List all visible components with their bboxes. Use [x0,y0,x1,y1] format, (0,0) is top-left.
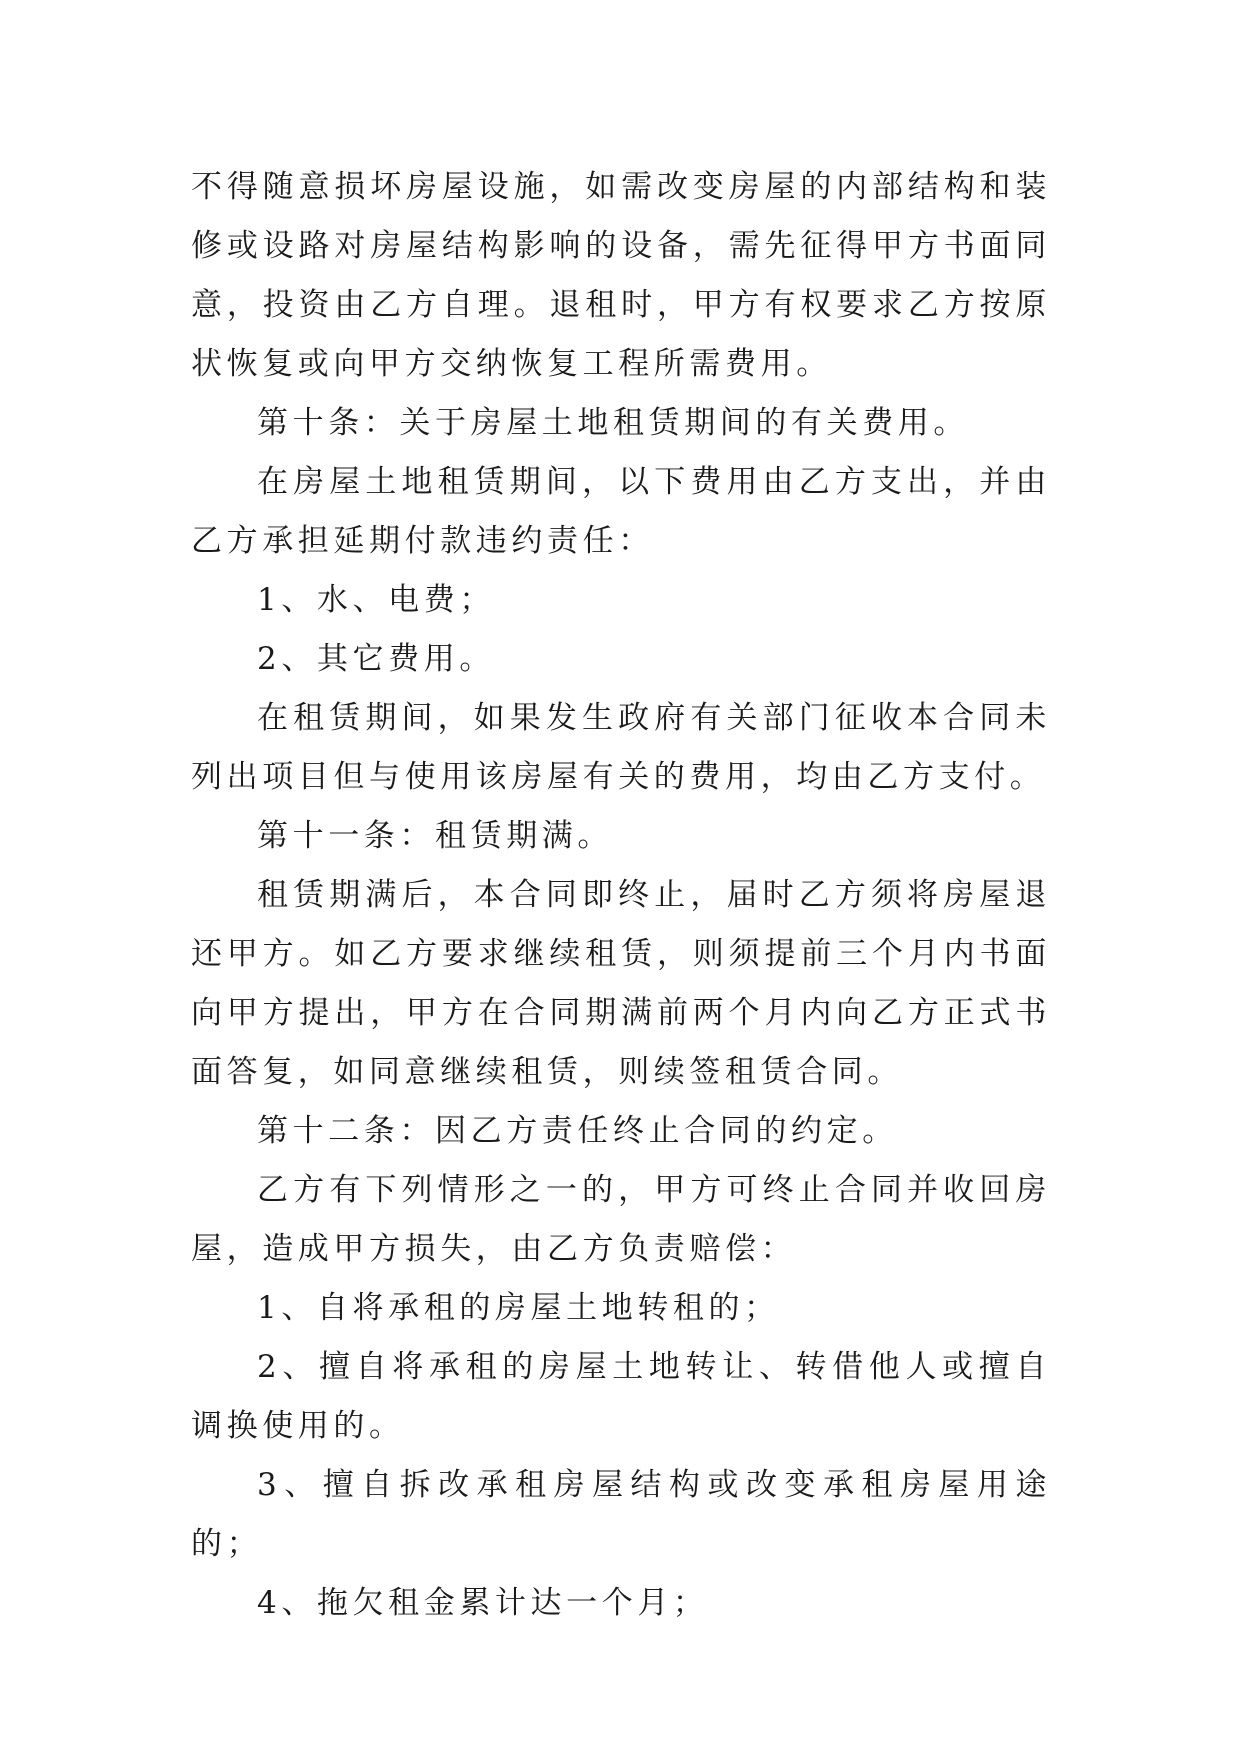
document-body [191,158,1051,1633]
paragraph-9: 乙方有下列情形之一的，甲方可终止合同并收回房屋，造成甲方损失，由乙方负责赔偿： [191,1172,1051,1267]
paragraph-1: 第十条：关于房屋土地租赁期间的有关费用。 [257,405,969,441]
paragraph-6: 第十一条：租赁期满。 [257,818,613,854]
paragraph-8: 第十二条：因乙方责任终止合同的约定。 [257,1113,898,1149]
paragraph-4: 2、其它费用。 [257,641,495,677]
paragraph-7: 租赁期满后，本合同即终止，届时乙方须将房屋退还甲方。如乙方要求继续租赁，则须提前三个月内书面向甲方提出，甲方在合同期满前两个月内向乙方正式书面答复，如同意继续租赁，则续签租赁合同。 [191,877,1051,1090]
paragraph-11: 2、擅自将承租的房屋土地转让、转借他人或擅自调换使用的。 [191,1349,1051,1444]
paragraph-5: 在租赁期间，如果发生政府有关部门征收本合同未列出项目但与使用该房屋有关的费用，均由乙方支付。 [191,700,1051,795]
paragraph-0: 不得随意损坏房屋设施，如需改变房屋的内部结构和装修或设路对房屋结构影响的设备，需先征得甲方书面同意，投资由乙方自理。退租时，甲方有权要求乙方按原状恢复或向甲方交纳恢复工程所需费用。 [191,169,1051,382]
paragraph-3: 1、水、电费； [257,582,495,618]
paragraph-10: 1、自将承租的房屋土地转租的； [257,1290,780,1326]
paragraph-13: 4、拖欠租金累计达一个月； [257,1585,709,1621]
paragraph-12: 3、擅自拆改承租房屋结构或改变承租房屋用途的； [191,1467,1051,1562]
paragraph-2: 在房屋土地租赁期间，以下费用由乙方支出，并由乙方承担延期付款违约责任： [191,464,1051,559]
